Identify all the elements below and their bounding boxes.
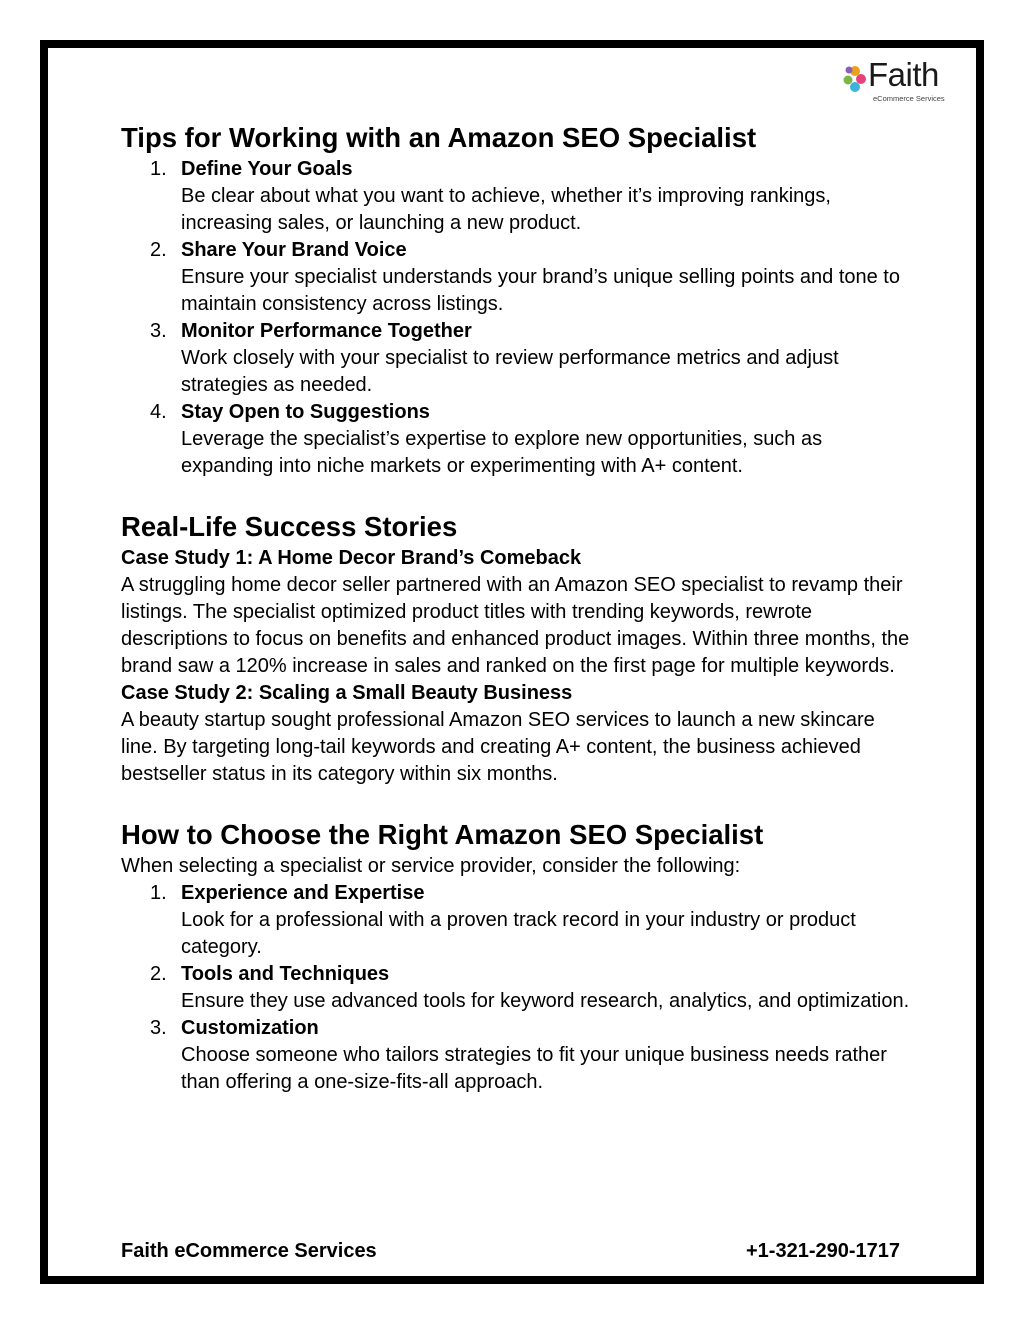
list-item-title: Customization bbox=[181, 1017, 319, 1039]
list-number: 4. bbox=[150, 401, 167, 423]
case-study bbox=[121, 545, 911, 680]
list-item bbox=[121, 318, 911, 399]
case-study bbox=[121, 680, 911, 788]
section-title-choose-specialist: How to Choose the Right Amazon SEO Specialist bbox=[121, 819, 764, 850]
list-number: 2. bbox=[150, 963, 167, 985]
list-item bbox=[121, 237, 911, 318]
list-item-text: Work closely with your specialist to review performance metrics and adjust strategies as needed. bbox=[181, 347, 839, 396]
list-item-title: Monitor Performance Together bbox=[181, 320, 472, 342]
list-item bbox=[121, 399, 911, 480]
tips-list bbox=[121, 156, 911, 480]
list-number: 2. bbox=[150, 239, 167, 261]
section-title-success-stories: Real-Life Success Stories bbox=[121, 511, 458, 542]
list-item-text: Ensure your specialist understands your brand’s unique selling points and tone to maintain consistency across listings. bbox=[181, 266, 900, 315]
case-study-text: A struggling home decor seller partnered with an Amazon SEO specialist to revamp their listings. The specialist optimized product titles with trending keywords, rewrote descriptions to focus on benefits and enhanced product images. Within three months, the brand saw a 120% increase in sales and ranked on the first page for multiple keywords. bbox=[121, 574, 910, 677]
list-item-title: Tools and Techniques bbox=[181, 963, 390, 985]
list-number: 3. bbox=[150, 320, 167, 342]
case-study-title: Case Study 1: A Home Decor Brand’s Comeback bbox=[121, 547, 582, 569]
list-item bbox=[121, 1015, 911, 1096]
section-title-tips: Tips for Working with an Amazon SEO Specialist bbox=[121, 122, 757, 153]
flower-logo-icon bbox=[842, 60, 868, 100]
list-number: 3. bbox=[150, 1017, 167, 1039]
list-item bbox=[121, 156, 911, 237]
list-number: 1. bbox=[150, 158, 167, 180]
list-item-title: Define Your Goals bbox=[181, 158, 353, 180]
list-item bbox=[121, 880, 911, 961]
logo-wordmark: Faith bbox=[868, 56, 939, 93]
criteria-list bbox=[121, 880, 911, 1096]
footer-company: Faith eCommerce Services bbox=[121, 1240, 377, 1262]
document-body bbox=[121, 120, 911, 1096]
list-item-text: Choose someone who tailors strategies to fit your unique business needs rather than offering a one-size-fits-all approach. bbox=[181, 1044, 887, 1093]
list-item-text: Look for a professional with a proven track record in your industry or product category. bbox=[181, 909, 856, 958]
list-item-text: Leverage the specialist’s expertise to explore new opportunities, such as expanding into niche markets or experimenting with A+ content. bbox=[181, 428, 823, 477]
list-item bbox=[121, 961, 911, 1015]
list-number: 1. bbox=[150, 882, 167, 904]
list-item-text: Be clear about what you want to achieve, whether it’s improving rankings, increasing sales, or launching a new product. bbox=[181, 185, 831, 234]
logo-tagline: eCommerce Services bbox=[873, 94, 945, 103]
list-item-title: Stay Open to Suggestions bbox=[181, 401, 430, 423]
case-study-text: A beauty startup sought professional Amazon SEO services to launch a new skincare line. By targeting long-tail keywords and creating A+ content, the business achieved bestseller status in its category within six months. bbox=[121, 709, 875, 785]
list-item-title: Share Your Brand Voice bbox=[181, 239, 407, 261]
case-study-title: Case Study 2: Scaling a Small Beauty Business bbox=[121, 682, 573, 704]
footer-phone: +1-321-290-1717 bbox=[745, 1240, 900, 1262]
list-item-text: Ensure they use advanced tools for keyword research, analytics, and optimization. bbox=[181, 990, 910, 1012]
list-item-title: Experience and Expertise bbox=[181, 882, 425, 904]
faith-logo bbox=[842, 58, 962, 104]
section-intro: When selecting a specialist or service provider, consider the following: bbox=[121, 855, 741, 877]
